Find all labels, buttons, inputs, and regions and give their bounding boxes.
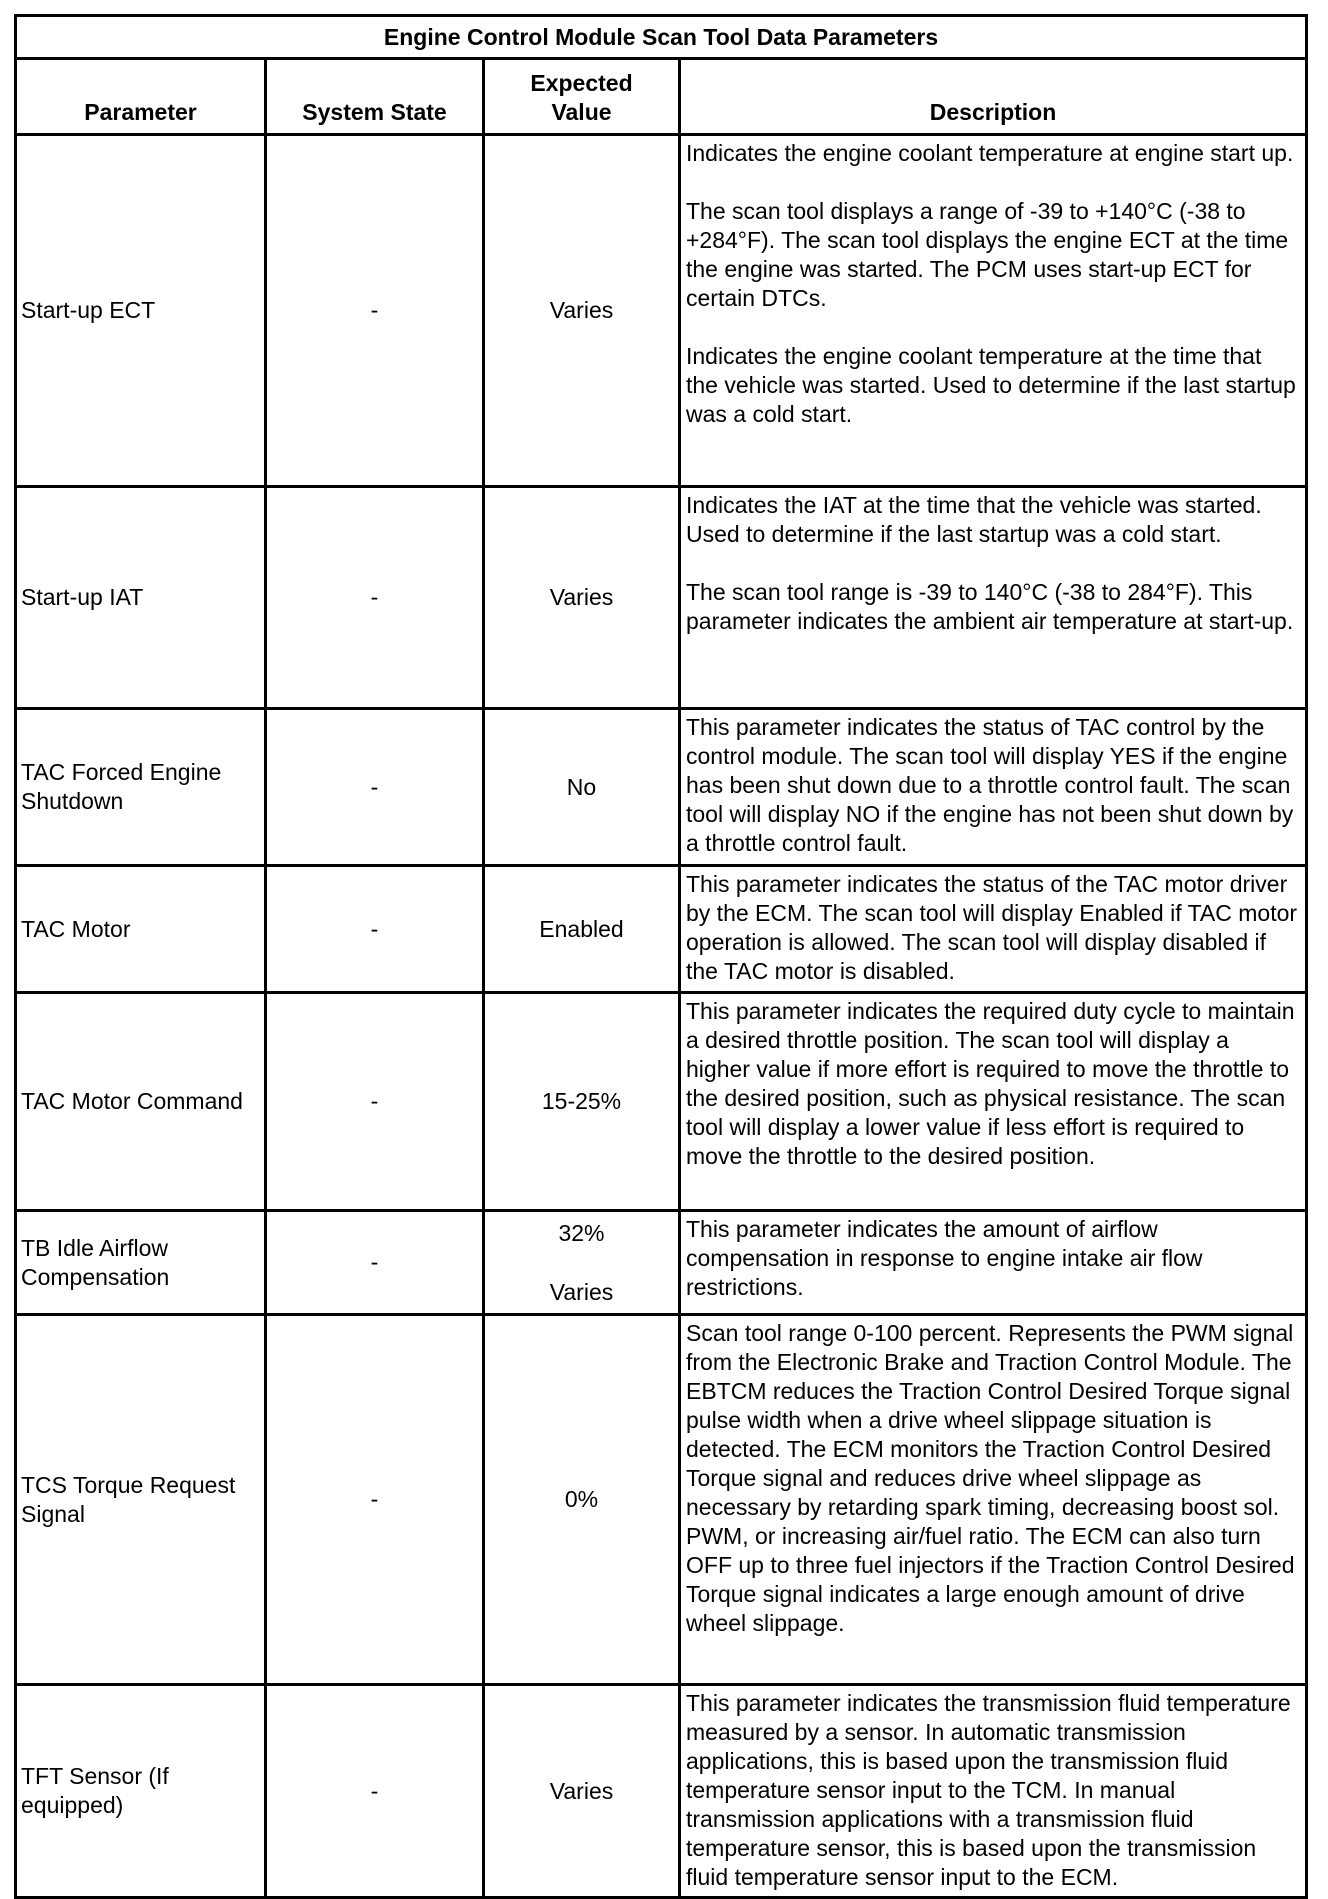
- description-paragraph: Scan tool range 0-100 percent. Represents the PWM signal from the Electronic Brake and Traction Control Module. The EBTCM reduces the Traction Control Desired Torque signal pulse width when a drive wheel slippage situation is detected. The ECM monitors the Traction Control Desired Torque signal and reduces drive wheel slippage as necessary by retarding spark timing, decreasing boost sol. PWM, or increasing air/fuel ratio. The ECM can also turn OFF up to three fuel injectors if the Traction Control Desired Torque signal indicates a large enough amount of drive wheel slippage.: [686, 1320, 1295, 1636]
- parameter-cell: TAC Forced Engine Shutdown: [16, 709, 266, 866]
- description-cell: [680, 487, 1307, 709]
- description-cell: [680, 866, 1307, 993]
- header-row: [16, 59, 1307, 135]
- system-state-cell: -: [266, 487, 484, 709]
- description-paragraph: This parameter indicates the transmission fluid temperature measured by a sensor. In automatic transmission applications, this is based upon the transmission fluid temperature sensor input to the TCM. In manual transmission applications with a transmission fluid temperature sensor, this is based upon the transmission fluid temperature sensor input to the ECM.: [686, 1690, 1291, 1890]
- header-system-state: System State: [266, 59, 484, 135]
- system-state-cell: -: [266, 1315, 484, 1685]
- description-cell: [680, 993, 1307, 1211]
- system-state-cell: -: [266, 866, 484, 993]
- system-state-cell: -: [266, 135, 484, 487]
- table-row: [16, 993, 1307, 1211]
- header-expected-line2: Value: [551, 99, 612, 125]
- table-row: [16, 709, 1307, 866]
- header-parameter: Parameter: [16, 59, 266, 135]
- parameter-cell: Start-up IAT: [16, 487, 266, 709]
- description-paragraph: The scan tool displays a range of -39 to +140°C (-38 to +284°F). The scan tool displays the engine ECT at the time the engine was started. The PCM uses start-up ECT for certain DTCs.: [686, 198, 1289, 311]
- expected-value-cell: Varies: [484, 135, 680, 487]
- description-paragraph: This parameter indicates the status of the TAC motor driver by the ECM. The scan tool will display Enabled if TAC motor operation is allowed. The scan tool will display disabled if the TAC motor is disabled.: [686, 871, 1298, 984]
- parameter-cell: TAC Motor: [16, 866, 266, 993]
- expected-value-cell: [484, 1211, 680, 1315]
- description-paragraph: Indicates the IAT at the time that the vehicle was started. Used to determine if the last startup was a cold start.: [686, 492, 1262, 547]
- expected-value-cell: 15-25%: [484, 993, 680, 1211]
- parameter-cell: TB Idle Airflow Compensation: [16, 1211, 266, 1315]
- header-description: Description: [680, 59, 1307, 135]
- expected-value-cell: Enabled: [484, 866, 680, 993]
- table-row: [16, 866, 1307, 993]
- table-row: [16, 1315, 1307, 1685]
- table-row: [16, 1211, 1307, 1315]
- table-row: [16, 1685, 1307, 1898]
- expected-value-cell: 0%: [484, 1315, 680, 1685]
- description-paragraph: This parameter indicates the required duty cycle to maintain a desired throttle position. The scan tool will display a higher value if more effort is required to move the throttle to the desired position, such as physical resistance. The scan tool will display a lower value if less effort is required to move the throttle to the desired position.: [686, 998, 1295, 1169]
- expected-value-primary: 32%: [558, 1219, 605, 1246]
- table-row: [16, 487, 1307, 709]
- description-cell: [680, 1685, 1307, 1898]
- description-cell: [680, 135, 1307, 487]
- description-paragraph: The scan tool range is -39 to 140°C (-38 to 284°F). This parameter indicates the ambient air temperature at start-up.: [686, 579, 1294, 634]
- description-cell: [680, 709, 1307, 866]
- title-row: [16, 16, 1307, 59]
- system-state-cell: -: [266, 1685, 484, 1898]
- table-title: Engine Control Module Scan Tool Data Parameters: [16, 16, 1307, 59]
- parameter-cell: TFT Sensor (If equipped): [16, 1685, 266, 1898]
- system-state-cell: -: [266, 709, 484, 866]
- system-state-cell: -: [266, 1211, 484, 1315]
- description-cell: [680, 1211, 1307, 1315]
- expected-value-secondary: Varies: [549, 1278, 614, 1305]
- expected-value-cell: No: [484, 709, 680, 866]
- description-paragraph: This parameter indicates the status of TAC control by the control module. The scan tool will display YES if the engine has been shut down due to a throttle control fault. The scan tool will display NO if the engine has not been shut down by a throttle control fault.: [686, 714, 1294, 856]
- table-row: [16, 135, 1307, 487]
- description-paragraph: This parameter indicates the amount of airflow compensation in response to engine intake air flow restrictions.: [686, 1216, 1203, 1300]
- parameter-cell: TCS Torque Request Signal: [16, 1315, 266, 1685]
- description-cell: [680, 1315, 1307, 1685]
- description-paragraph: Indicates the engine coolant temperature at engine start up.: [686, 140, 1294, 166]
- expected-value-cell: Varies: [484, 487, 680, 709]
- description-paragraph: Indicates the engine coolant temperature at the time that the vehicle was started. Used to determine if the last startup was a cold start.: [686, 343, 1296, 427]
- system-state-cell: -: [266, 993, 484, 1211]
- expected-value-cell: Varies: [484, 1685, 680, 1898]
- header-expected-value: [484, 59, 680, 135]
- parameter-cell: TAC Motor Command: [16, 993, 266, 1211]
- parameter-cell: Start-up ECT: [16, 135, 266, 487]
- scan-tool-parameters-table: [14, 14, 1308, 1899]
- header-expected-line1: Expected: [530, 70, 633, 96]
